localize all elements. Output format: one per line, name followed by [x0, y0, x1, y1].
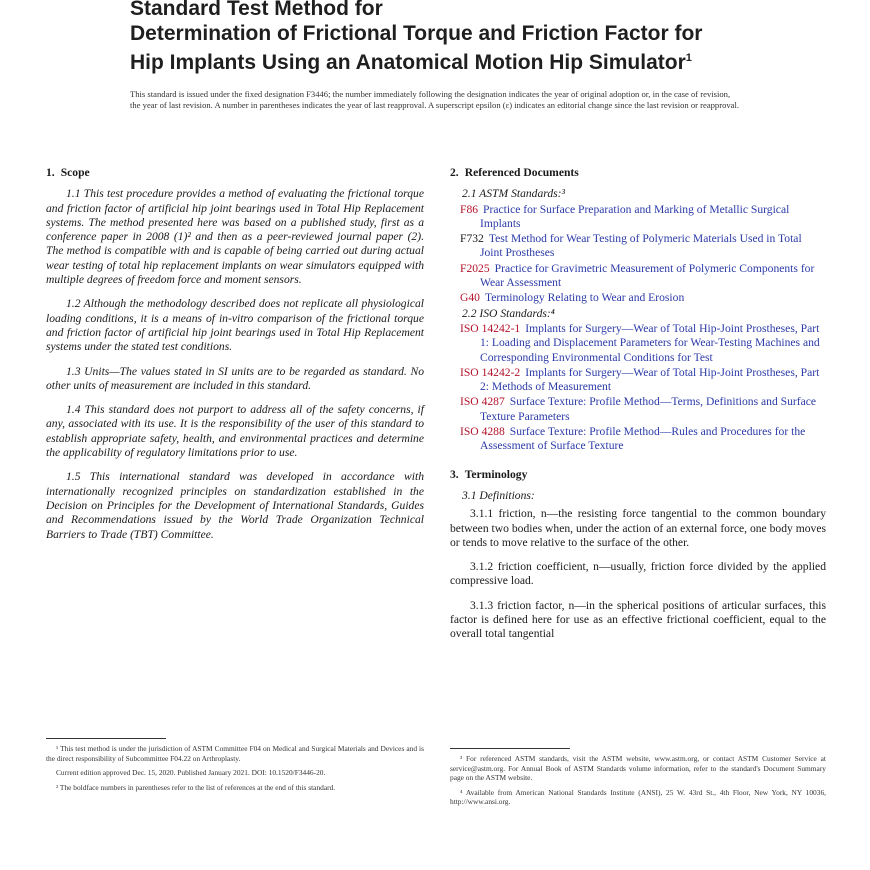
- refdocs-heading-label: Referenced Documents: [464, 166, 579, 179]
- reference-item[interactable]: [450, 366, 826, 395]
- iso-standards-label: 2.2 ISO Standards:⁴: [462, 306, 555, 320]
- reference-code: F732: [460, 232, 484, 246]
- reference-item[interactable]: [450, 425, 826, 454]
- reference-item[interactable]: [450, 262, 826, 291]
- document-title: [130, 0, 790, 75]
- scope-paragraph-1-5: 1.5 This international standard was developed in accordance with internationally recognized principles on standardization established in the Decision on Principles for the Development of International Standards, Guides and Recommendations issued by the World Trade Organization Technical Barriers to Trade (TBT) Committee.: [46, 470, 424, 541]
- reference-code-link[interactable]: G40: [460, 291, 480, 305]
- terminology-heading: [450, 468, 826, 482]
- left-footnote-rule: [46, 738, 166, 739]
- reference-title-link[interactable]: Implants for Surgery—Wear of Total Hip-Joint Prostheses, Part 1: Loading and Displacement Parameters for Wear-Testing Machines and Corresponding Environmental Conditions for Test: [480, 321, 820, 364]
- right-footnote-rule: [450, 748, 570, 749]
- title-line-3-text: Hip Implants Using an Anatomical Motion Hip Simulator: [130, 51, 686, 74]
- scope-heading: [46, 166, 424, 180]
- title-line-3: [130, 46, 790, 75]
- refdocs-heading-number: 2.: [450, 166, 459, 179]
- scope-paragraph-1-1: 1.1 This test procedure provides a method of evaluating the frictional torque and friction factor of artificial hip joint bearings used in Total Hip Replacement systems. The method presented here was based on a published study, first as a conference paper in 2008 (1)² and then as a peer-reviewed journal paper (2). The method is compatible with and is capable of being carried out during actual wear testing of total hip replacement implants on wear simulators equipped with multiple degrees of freedom force and moment sensors.: [46, 187, 424, 287]
- reference-item[interactable]: [450, 291, 826, 305]
- right-column: [450, 166, 826, 652]
- reference-title-link[interactable]: Surface Texture: Profile Method—Rules and Procedures for the Assessment of Surface Texture: [480, 425, 806, 453]
- terminology-heading-label: Terminology: [464, 467, 528, 481]
- scope-paragraph-1-2: 1.2 Although the methodology described does not replicate all physiological loading conditions, it is a means of in-vitro comparison of the frictional torque and friction factor of artificial hip joint bearings used in Total Hip Replacement systems under the stated test conditions.: [46, 297, 424, 354]
- scope-paragraph-1-3: 1.3 Units—The values stated in SI units are to be regarded as standard. No other units of measurement are included in this standard.: [46, 364, 424, 392]
- reference-title-link[interactable]: Implants for Surgery—Wear of Total Hip-Joint Prostheses, Part 2: Methods of Measurement: [480, 365, 820, 394]
- left-column: [46, 166, 424, 552]
- scope-paragraph-1-4: 1.4 This standard does not purport to address all of the safety concerns, if any, associated with its use. It is the responsibility of the user of this standard to establish appropriate safety, health, and environmental practices and determine the applicability of regulatory limitations prior to use.: [46, 403, 424, 460]
- reference-item[interactable]: [450, 322, 826, 365]
- reference-code-link[interactable]: F86: [460, 202, 479, 216]
- right-footnotes: [450, 754, 826, 812]
- reference-title-link[interactable]: Test Method for Wear Testing of Polymeric Materials Used in Total Joint Prostheses: [480, 232, 802, 260]
- reference-code-link[interactable]: F2025: [460, 261, 490, 275]
- referenced-documents-heading: [450, 166, 826, 180]
- footnote-3: ³ For referenced ASTM standards, visit the ASTM website, www.astm.org, or contact ASTM Customer Service at service@astm.org. For Annual Book of ASTM Standards volume information, refer to the standard's Document Summary page on the ASTM website.: [450, 754, 826, 783]
- reference-code-link[interactable]: ISO 14242-1: [460, 321, 521, 335]
- reference-code-link[interactable]: ISO 4287: [460, 395, 505, 409]
- scope-heading-label: Scope: [60, 166, 90, 179]
- astm-standards-label: 2.1 ASTM Standards:³: [462, 187, 565, 201]
- definitions-label: 3.1 Definitions:: [462, 488, 535, 502]
- footnote-2: ² The boldface numbers in parentheses refer to the list of references at the end of this standard.: [56, 782, 336, 792]
- reference-item: [450, 232, 826, 261]
- term-friction: 3.1.1 friction, n—the resisting force tangential to the common boundary between two bodies when, under the action of an external force, one body moves or tends to move relative to the surface of the other.: [450, 507, 826, 549]
- term-friction-factor: 3.1.3 friction factor, n—in the spherical positions of articular surfaces, this factor is defined here for use as an effective frictional coefficient, equal to the overall total tangential: [450, 598, 826, 641]
- terminology-heading-number: 3.: [450, 467, 459, 481]
- left-footnotes: [46, 744, 424, 797]
- reference-title-link[interactable]: Terminology Relating to Wear and Erosion: [484, 291, 685, 305]
- term-friction-coefficient: 3.1.2 friction coefficient, n—usually, friction force divided by the applied compressive load.: [450, 560, 826, 588]
- title-line-1: Standard Test Method for: [130, 0, 383, 20]
- reference-title-link[interactable]: Practice for Gravimetric Measurement of Polymeric Components for Wear Assessment: [480, 261, 815, 290]
- title-line-2: Determination of Frictional Torque and Friction Factor for: [130, 22, 703, 45]
- reference-item[interactable]: [450, 395, 826, 424]
- footnote-1-edition: Current edition approved Dec. 15, 2020. Published January 2021. DOI: 10.1520/F3446-20.: [56, 768, 326, 778]
- reference-title-link[interactable]: Practice for Surface Preparation and Marking of Metallic Surgical Implants: [480, 202, 790, 230]
- reference-item[interactable]: [450, 203, 826, 232]
- scope-heading-number: 1.: [46, 166, 55, 179]
- footnote-1: ¹ This test method is under the jurisdiction of ASTM Committee F04 on Medical and Surgical Materials and Devices and is the direct responsibility of Subcommittee F04.22 on Arthroplasty.: [46, 744, 424, 763]
- title-footnote-mark: 1: [685, 52, 692, 64]
- reference-title-link[interactable]: Surface Texture: Profile Method—Terms, Definitions and Surface Texture Parameters: [480, 395, 817, 423]
- footnote-4: ⁴ Available from American National Standards Institute (ANSI), 25 W. 43rd St., 4th Floor, New York, NY 10036, http://www.ansi.org.: [450, 787, 826, 807]
- designation-notice: This standard is issued under the fixed designation F3446; the number immediately following the designation indicates the year of original adoption or, in the case of revision, the year of last revision. A number in parentheses indicates the year of last reapproval. A superscript epsilon (ε) indicates an editorial change since the last revision or reapproval.: [130, 89, 740, 110]
- reference-code-link[interactable]: ISO 14242-2: [460, 365, 521, 379]
- reference-code-link[interactable]: ISO 4288: [460, 425, 505, 439]
